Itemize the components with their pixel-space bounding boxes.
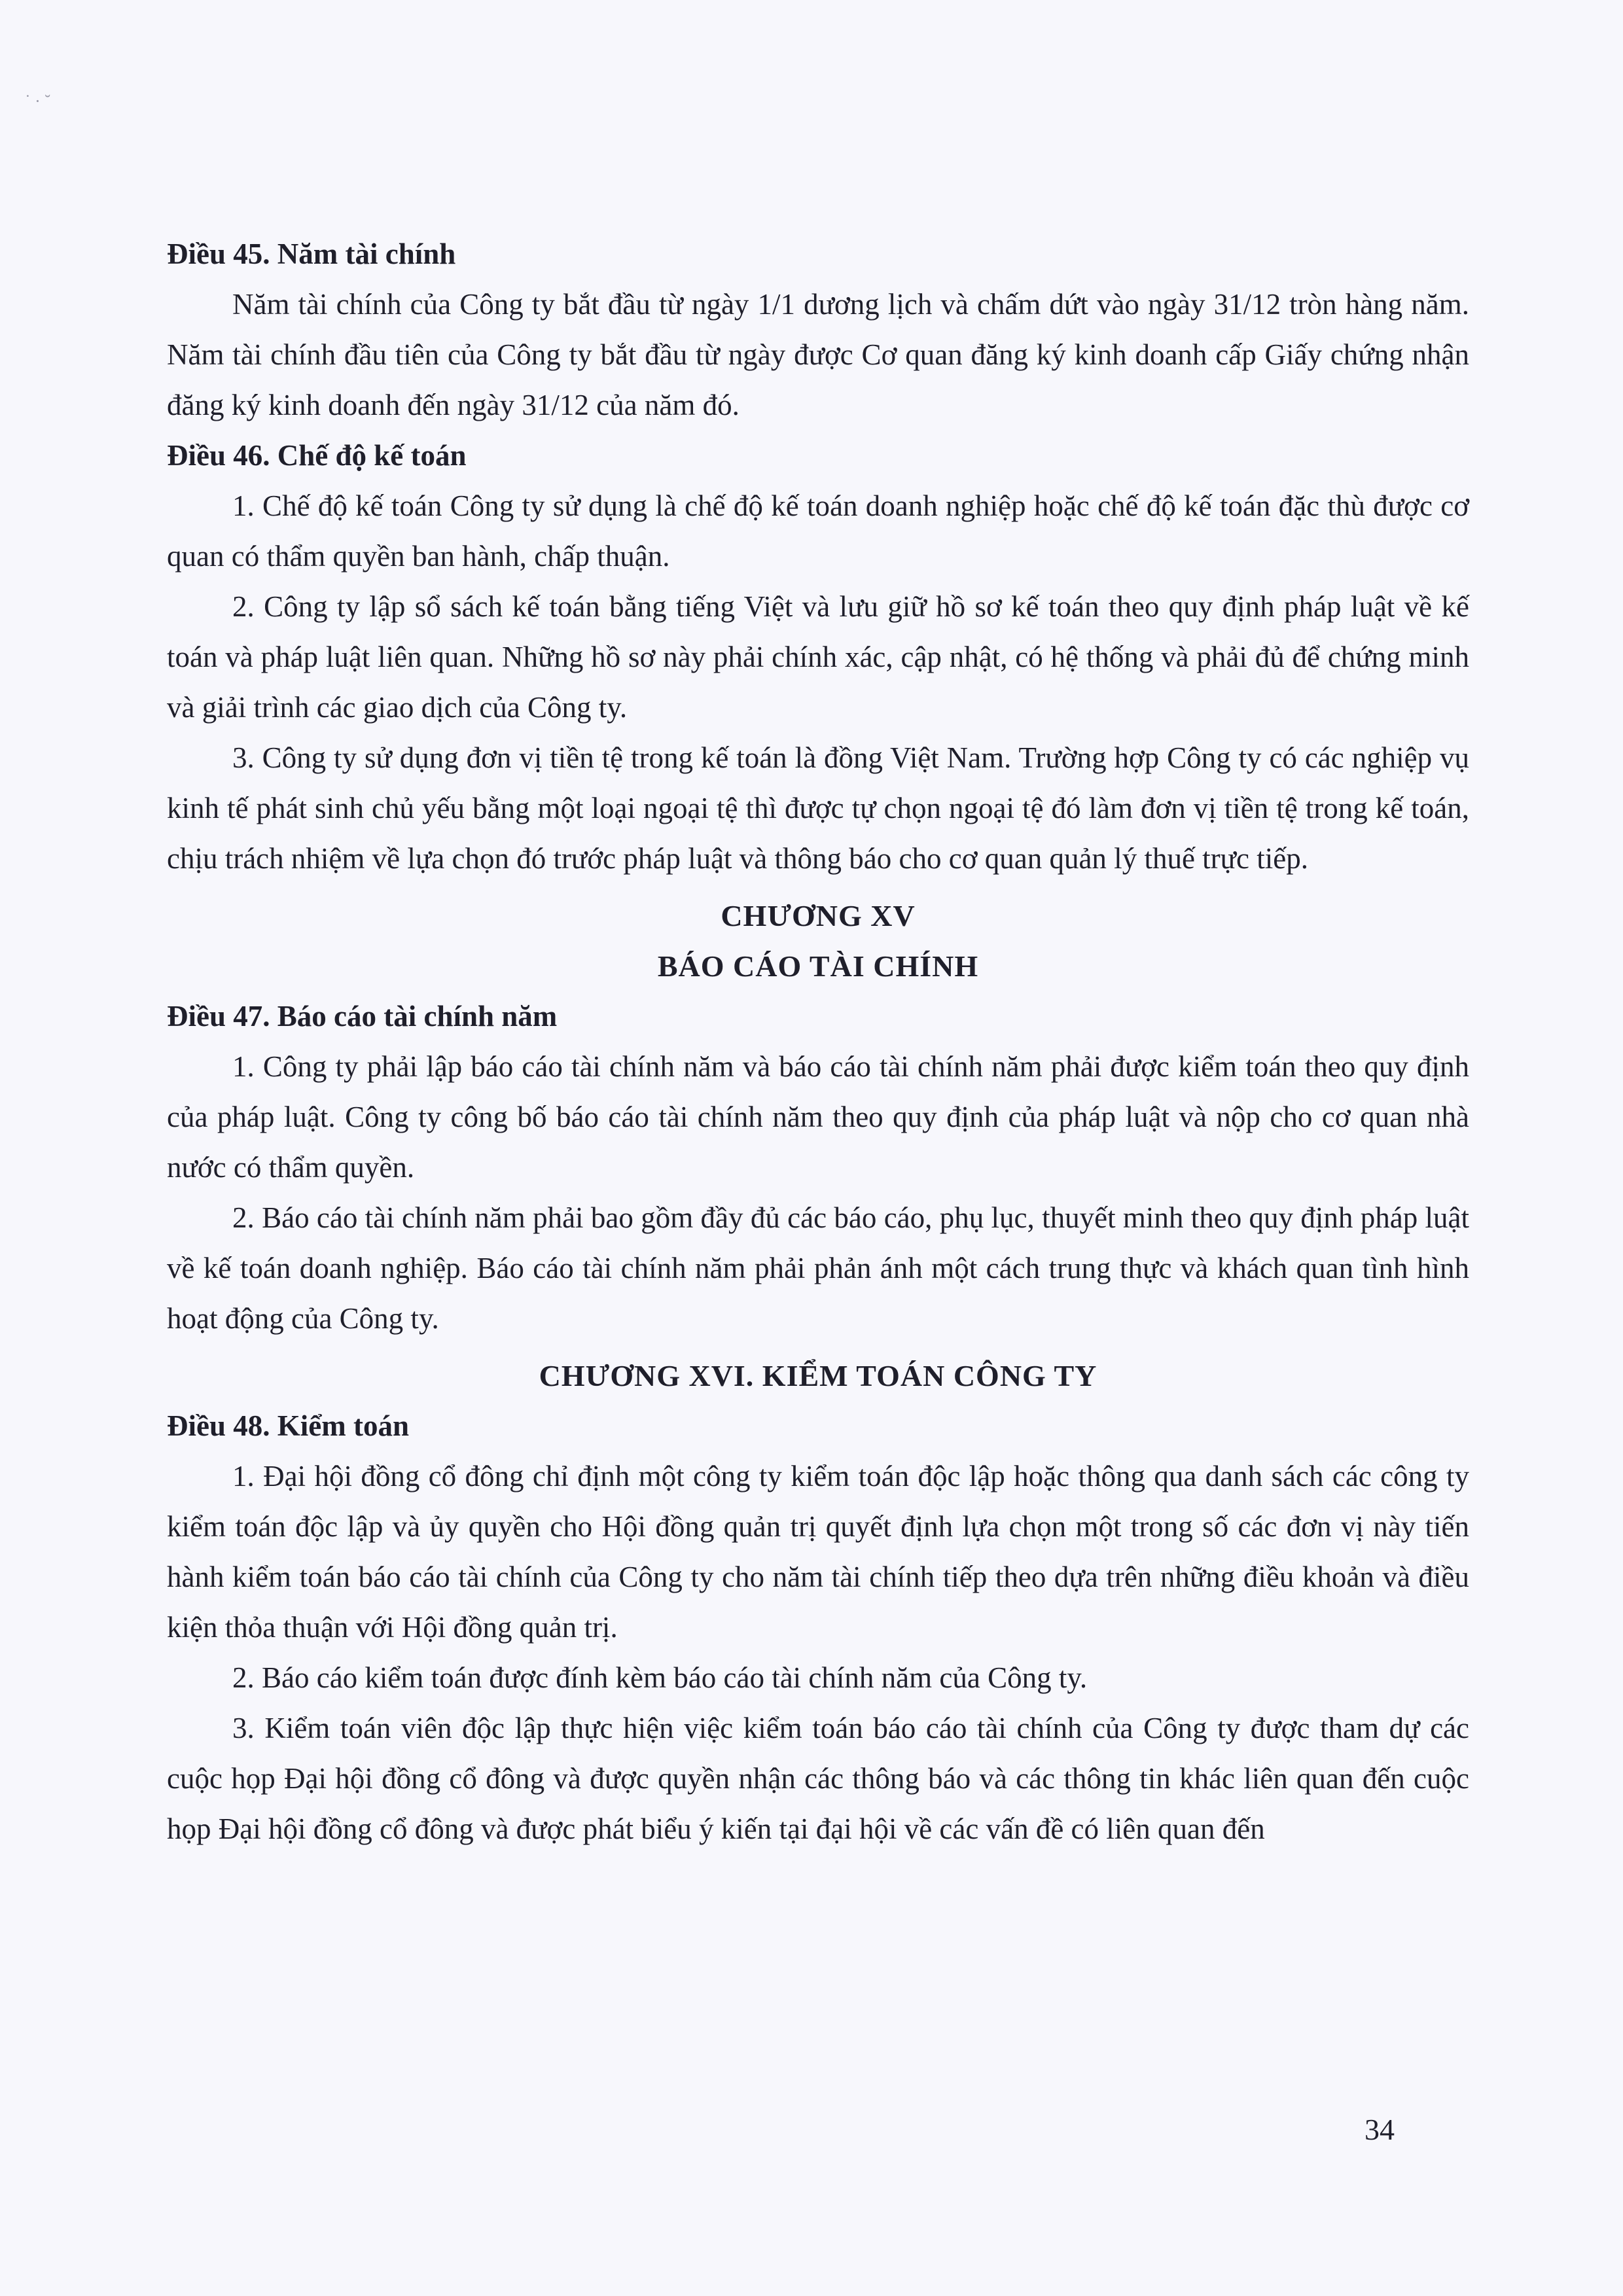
article-48-heading: Điều 48. Kiểm toán [167, 1409, 409, 1442]
chapter-15-number: CHƯƠNG XV [721, 899, 916, 932]
article-48-paragraph-2: 2. Báo cáo kiểm toán được đính kèm báo cáo tài chính năm của Công ty. [232, 1661, 1088, 1694]
article-48-paragraph-1: 1. Đại hội đồng cổ đông chỉ định một công ty kiểm toán độc lập hoặc thông qua danh sách các công ty kiểm toán độc lập và ủy quyền cho Hội đồng quản trị quyết định lựa chọn một trong số các đơn vị này tiến hành kiểm toán báo cáo tài chính của Công ty cho năm tài chính tiếp theo dựa trên những điều khoản và điều kiện thỏa thuận với Hội đồng quản trị. [167, 1460, 1469, 1644]
article-47-paragraph-2: 2. Báo cáo tài chính năm phải bao gồm đầy đủ các báo cáo, phụ lục, thuyết minh theo quy định pháp luật về kế toán doanh nghiệp. Báo cáo tài chính năm phải phản ánh một cách trung thực và khách quan tình hình hoạt động của Công ty. [167, 1201, 1469, 1335]
article-46-paragraph-1: 1. Chế độ kế toán Công ty sử dụng là chế độ kế toán doanh nghiệp hoặc chế độ kế toán đặc thù được cơ quan có thẩm quyền ban hành, chấp thuận. [167, 489, 1469, 573]
article-47-heading: Điều 47. Báo cáo tài chính năm [167, 1000, 558, 1033]
chapter-15-title: BÁO CÁO TÀI CHÍNH [657, 949, 979, 983]
article-46-paragraph-2: 2. Công ty lập sổ sách kế toán bằng tiếng Việt và lưu giữ hồ sơ kế toán theo quy định pháp luật về kế toán và pháp luật liên quan. Những hồ sơ này phải chính xác, cập nhật, có hệ thống và phải đủ để chứng minh và giải trình các giao dịch của Công ty. [167, 590, 1469, 724]
article-45-heading: Điều 45. Năm tài chính [167, 238, 456, 270]
article-48-paragraph-3: 3. Kiểm toán viên độc lập thực hiện việc kiểm toán báo cáo tài chính của Công ty được tham dự các cuộc họp Đại hội đồng cổ đông và được quyền nhận các thông báo và các thông tin khác liên quan đến cuộc họp Đại hội đồng cổ đông và được phát biểu ý kiến tại đại hội về các vấn đề có liên quan đến [167, 1712, 1469, 1845]
page-content [167, 229, 1469, 1854]
page-number: 34 [1364, 2113, 1395, 2146]
article-47-paragraph-1: 1. Công ty phải lập báo cáo tài chính năm và báo cáo tài chính năm phải được kiểm toán theo quy định của pháp luật. Công ty công bố báo cáo tài chính năm theo quy định của pháp luật và nộp cho cơ quan nhà nước có thẩm quyền. [167, 1050, 1469, 1184]
article-46-heading: Điều 46. Chế độ kế toán [167, 439, 467, 472]
article-46-paragraph-3: 3. Công ty sử dụng đơn vị tiền tệ trong kế toán là đồng Việt Nam. Trường hợp Công ty có các nghiệp vụ kinh tế phát sinh chủ yếu bằng một loại ngoại tệ thì được tự chọn ngoại tệ đó làm đơn vị tiền tệ trong kế toán, chịu trách nhiệm về lựa chọn đó trước pháp luật và thông báo cho cơ quan quản lý thuế trực tiếp. [167, 741, 1469, 875]
scan-speck: ˙ · ˘ [25, 92, 50, 111]
article-45-paragraph-1: Năm tài chính của Công ty bắt đầu từ ngày 1/1 dương lịch và chấm dứt vào ngày 31/12 tròn hàng năm. Năm tài chính đầu tiên của Công ty bắt đầu từ ngày được Cơ quan đăng ký kinh doanh cấp Giấy chứng nhận đăng ký kinh doanh đến ngày 31/12 của năm đó. [167, 288, 1469, 421]
chapter-16-title: CHƯƠNG XVI. KIỂM TOÁN CÔNG TY [539, 1359, 1097, 1392]
